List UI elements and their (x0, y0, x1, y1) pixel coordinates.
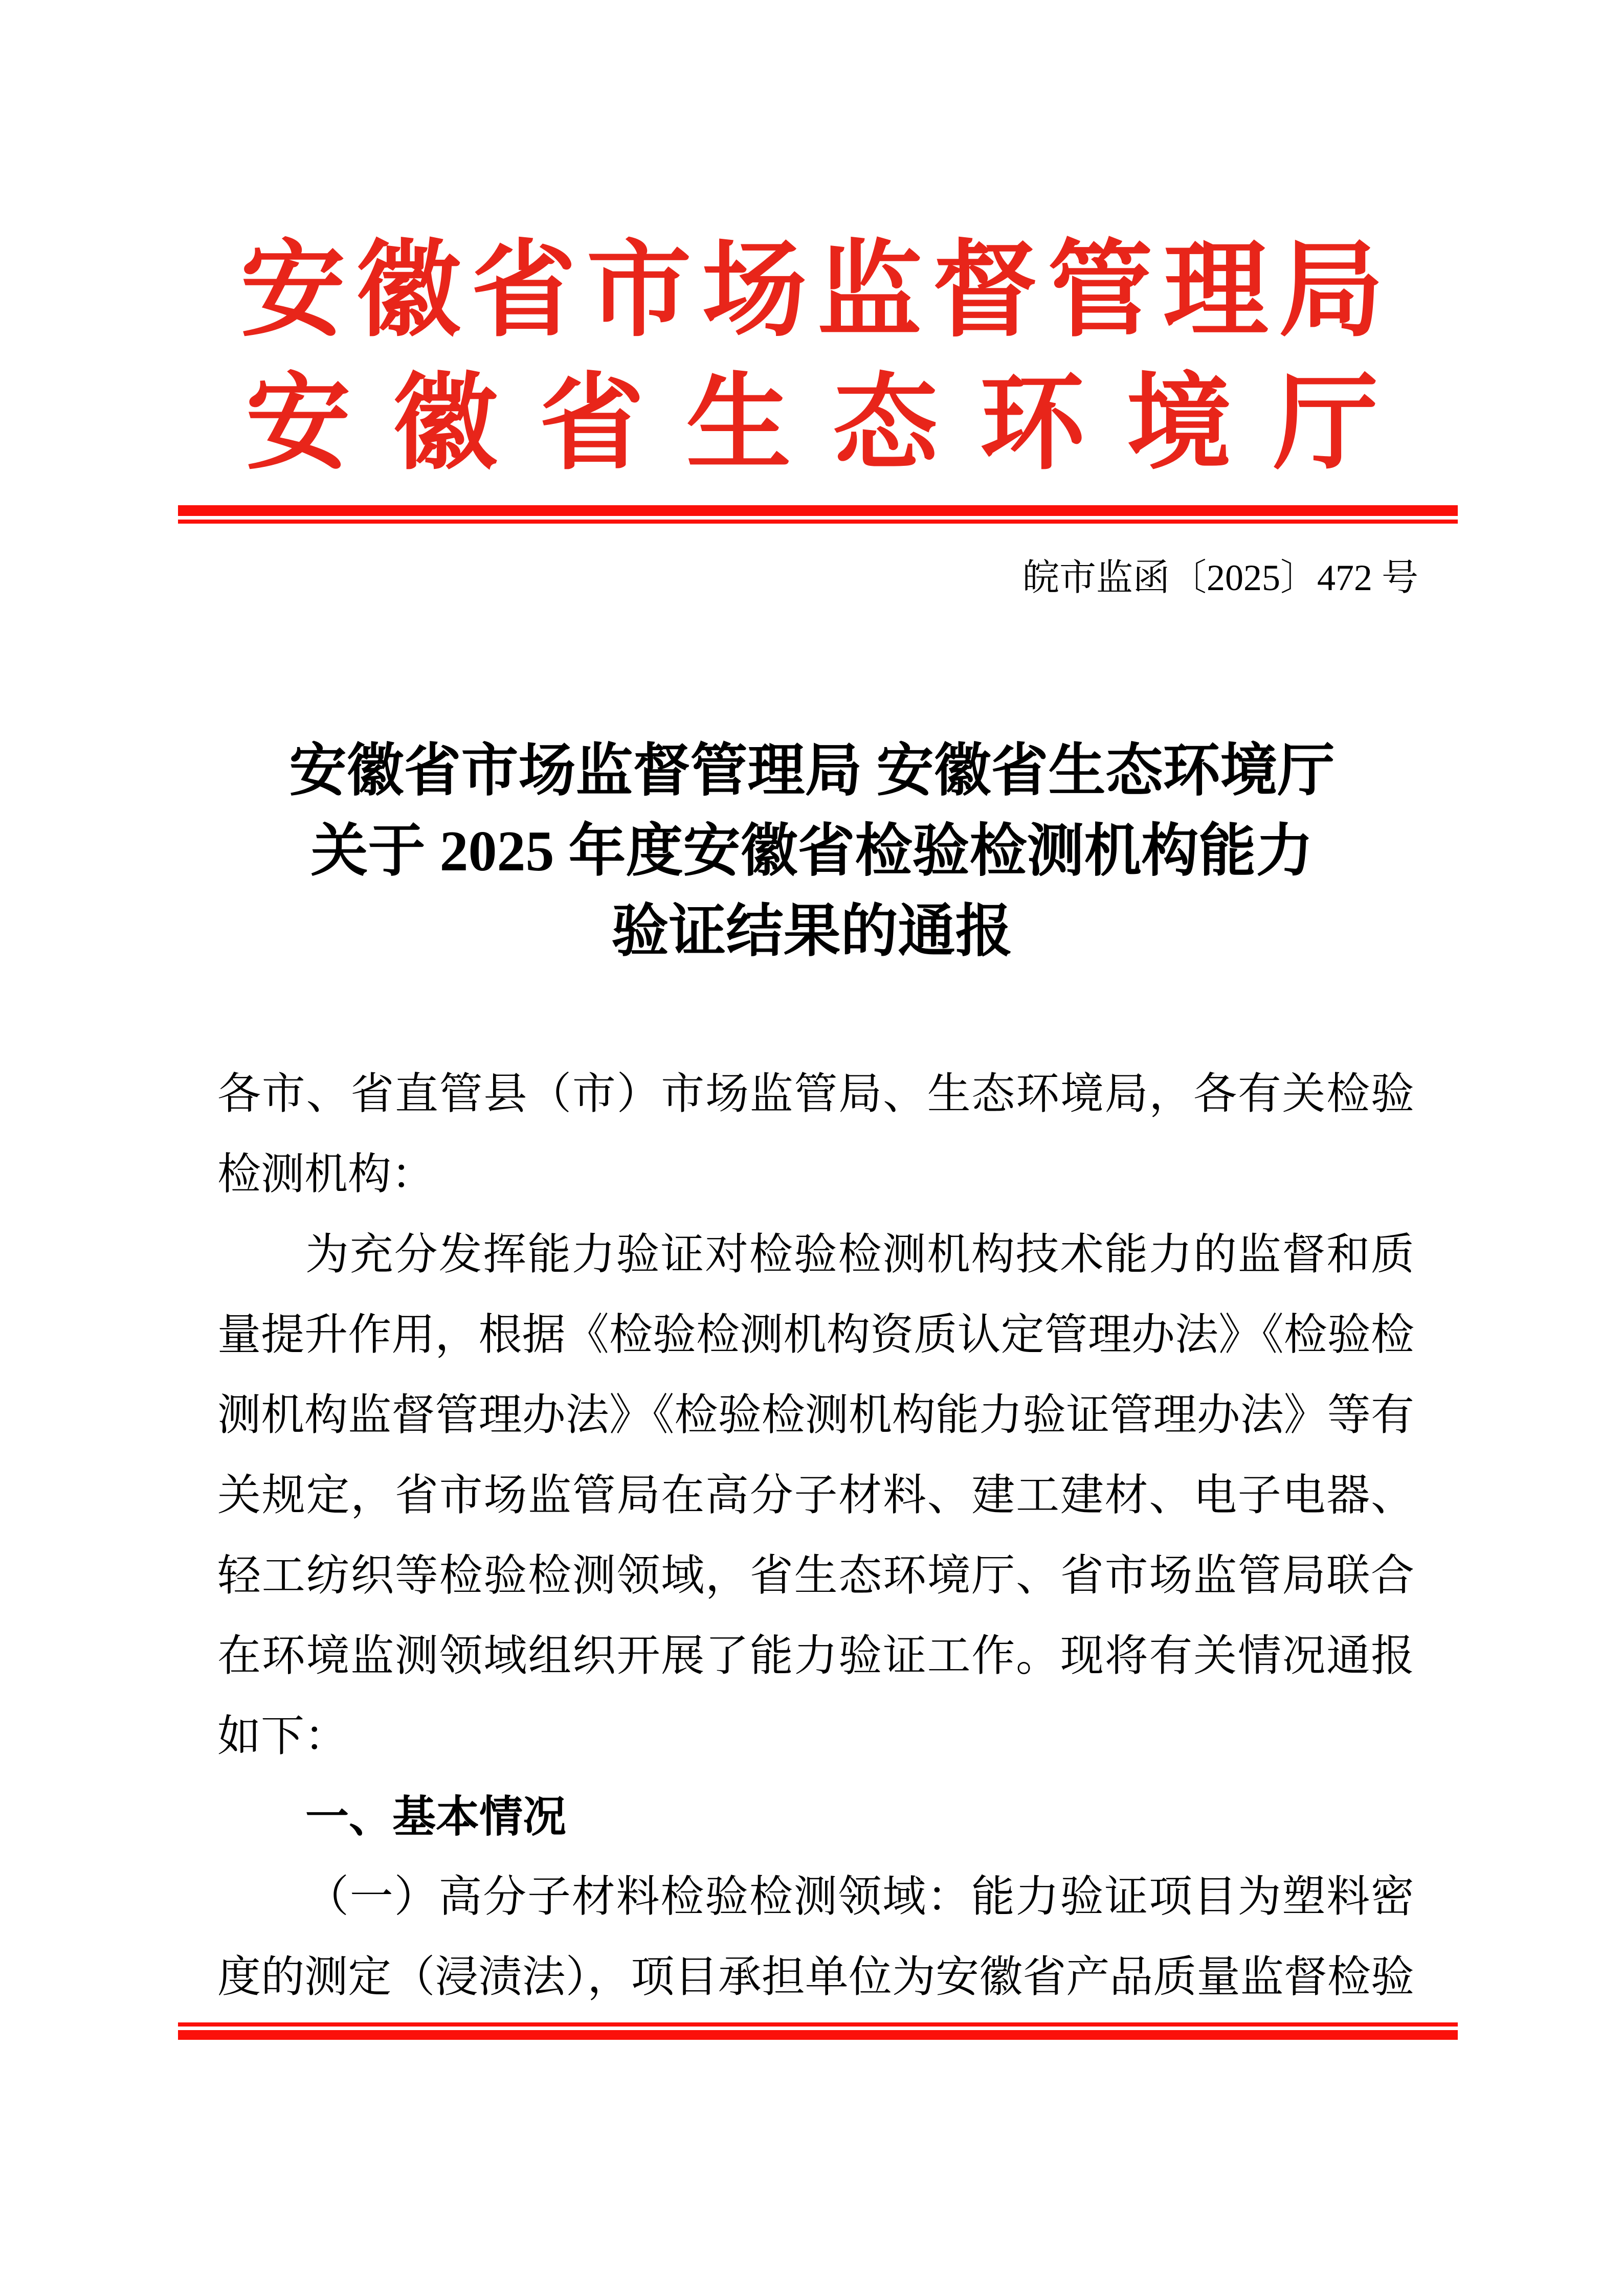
document-number: 皖市监函〔2025〕472 号 (1022, 557, 1418, 598)
letterhead-org-line-1: 安徽省市场监督管理局 (240, 233, 1394, 349)
document-body (217, 1054, 1414, 2018)
body-section-heading: 一、基本情况 (305, 1793, 567, 1841)
document-title (0, 731, 1624, 972)
header-rule-thick (178, 505, 1458, 516)
title-line-3: 验证结果的通报 (611, 900, 1013, 963)
letterhead (0, 233, 1624, 483)
body-line: 在环境监测领域组织开展了能力验证工作。现将有关情况通报 (217, 1632, 1414, 1680)
body-line: 测机构监督管理办法》《检验检测机构能力验证管理办法》等有 (217, 1391, 1414, 1439)
body-line: 为充分发挥能力验证对检验检测机构技术能力的监督和质 (305, 1231, 1414, 1279)
body-line: 量提升作用，根据《检验检测机构资质认定管理办法》《检验检 (217, 1311, 1414, 1359)
letterhead-org-line-2: 安徽省生态环境厅 (246, 366, 1420, 482)
body-line: 度的测定（浸渍法），项目承担单位为安徽省产品质量监督检验 (217, 1953, 1414, 2001)
body-line: 轻工纺织等检验检测领域，省生态环境厅、省市场监管局联合 (217, 1552, 1414, 1600)
body-line: 检测机构： (217, 1151, 435, 1199)
footer-rule-thin (178, 2022, 1458, 2027)
footer-rule-thick (178, 2030, 1458, 2040)
body-line: 关规定，省市场监管局在高分子材料、建工建材、电子电器、 (217, 1472, 1414, 1520)
title-line-1: 安徽省市场监督管理局 安徽省生态环境厅 (289, 739, 1335, 803)
body-line: 如下： (217, 1713, 348, 1761)
header-rule-thin (178, 520, 1458, 524)
title-line-2: 关于 2025 年度安徽省检验检测机构能力 (310, 820, 1314, 883)
body-line: 各市、省直管县（市）市场监管局、生态环境局，各有关检验 (217, 1070, 1414, 1118)
body-line: （一）高分子材料检验检测领域：能力验证项目为塑料密 (305, 1873, 1414, 1921)
